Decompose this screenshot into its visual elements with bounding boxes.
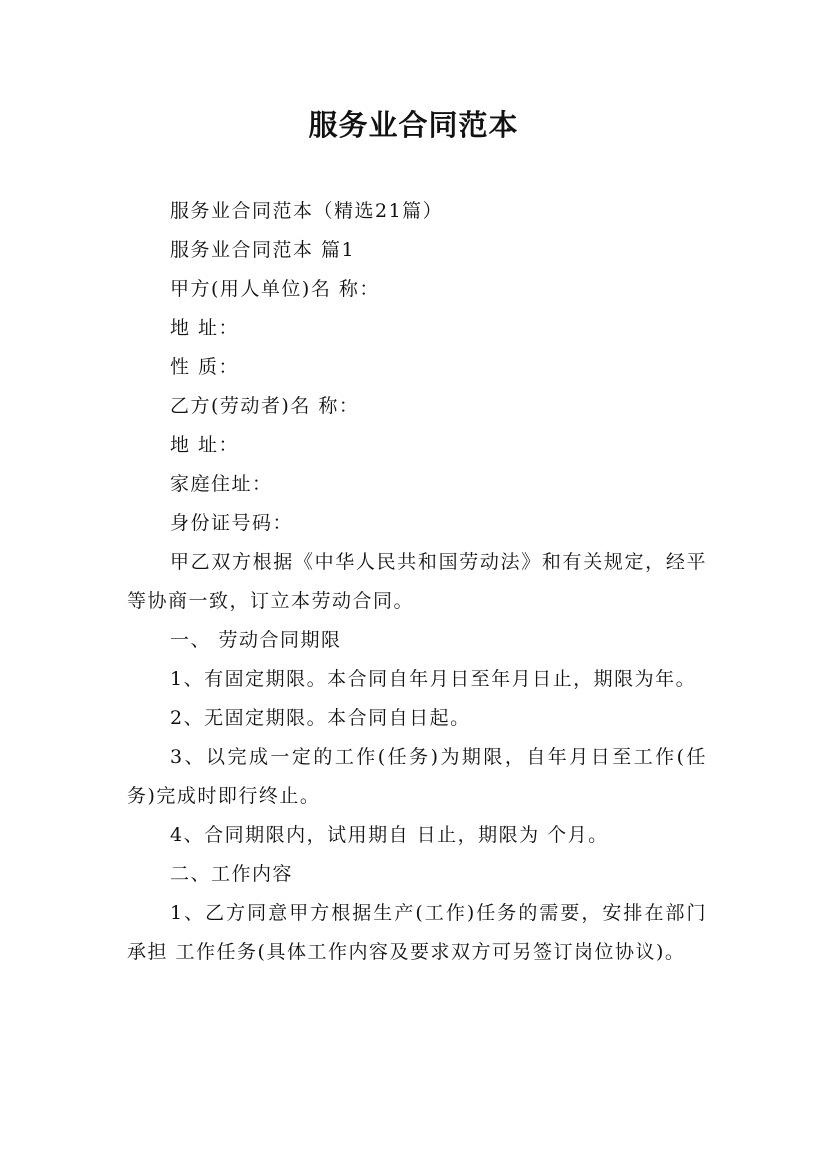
paragraph-clause-1-1: 1、有固定期限。本合同自年月日至年月日止，期限为年。	[170, 668, 697, 690]
paragraph-subtitle: 服务业合同范本（精选21篇）	[170, 200, 444, 222]
paragraph-clause-heading-2: 二、工作内容	[170, 863, 294, 885]
paragraph-clause-1-2: 2、无固定期限。本合同自日起。	[170, 707, 471, 729]
paragraph-party-a-nature: 性 质：	[170, 356, 240, 378]
document-title: 服务业合同范本	[308, 108, 519, 142]
paragraph-home-address: 家庭住址：	[170, 473, 273, 495]
paragraph-clause-1-4: 4、合同期限内，试用期自 日止，期限为 个月。	[170, 824, 609, 846]
document-body	[127, 192, 707, 972]
paragraph-party-a-name: 甲方(用人单位)名 称：	[170, 278, 380, 300]
paragraph-party-a-address: 地 址：	[170, 317, 240, 339]
paragraph-party-b-address: 地 址：	[170, 434, 240, 456]
paragraph-clause-2-1: 1、乙方同意甲方根据生产(工作)任务的需要，安排在部门承担 工作任务(具体工作内容及要求双方可另签订岗位协议)。	[127, 902, 707, 963]
paragraph-preamble: 甲乙双方根据《中华人民共和国劳动法》和有关规定，经平等协商一致，订立本劳动合同。	[127, 551, 707, 612]
paragraph-party-b-name: 乙方(劳动者)名 称：	[170, 395, 360, 417]
paragraph-clause-1-3: 3、以完成一定的工作(任务)为期限，自年月日至工作(任务)完成时即行终止。	[127, 746, 707, 807]
paragraph-clause-heading-1: 一、 劳动合同期限	[170, 629, 342, 651]
paragraph-section-heading: 服务业合同范本 篇1	[170, 239, 356, 261]
paragraph-id-number: 身份证号码：	[170, 512, 294, 534]
